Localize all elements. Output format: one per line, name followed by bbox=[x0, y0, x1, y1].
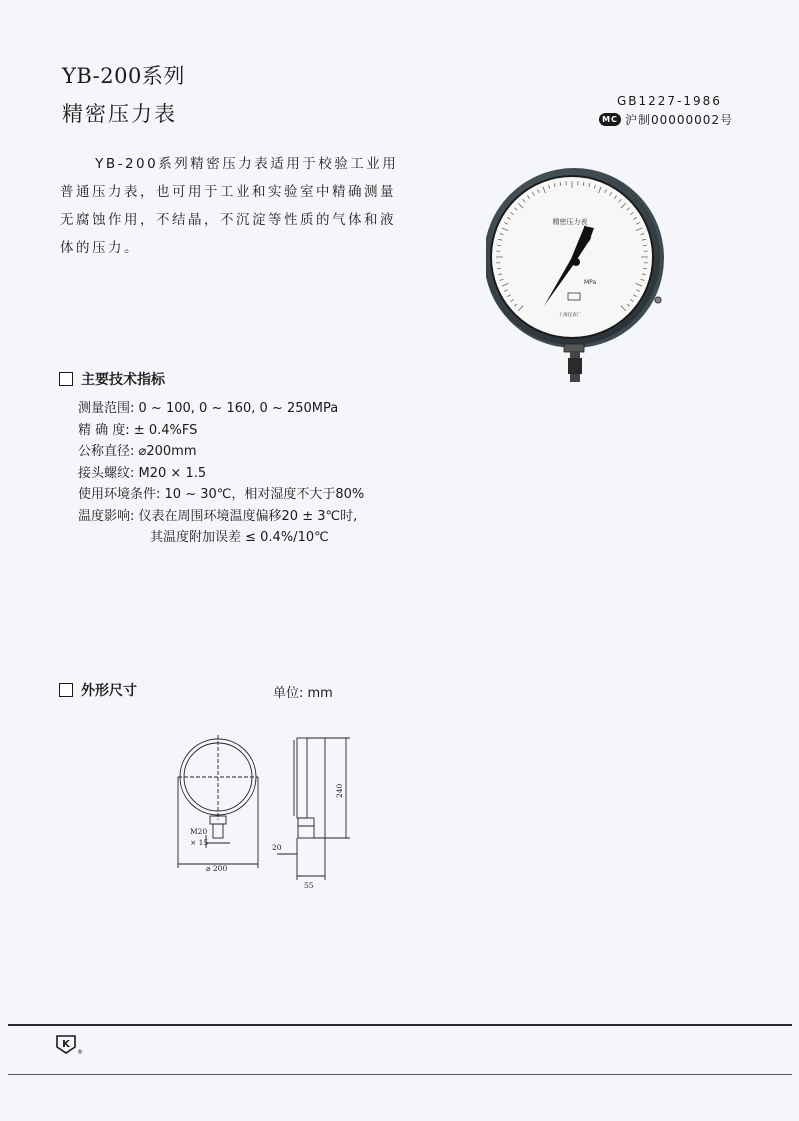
section-box-icon bbox=[59, 372, 73, 386]
specs-heading bbox=[59, 369, 165, 389]
depth-label: 55 bbox=[304, 881, 314, 890]
dimension-drawing bbox=[170, 730, 360, 890]
specs-list bbox=[78, 398, 364, 549]
standard-code: GB1227-1986 bbox=[617, 94, 722, 108]
spec-row: 测量范围: 0 ~ 100, 0 ~ 160, 0 ~ 250MPa bbox=[78, 401, 339, 416]
dial-maker: 上海仪表厂 bbox=[558, 313, 582, 318]
dimensions-heading bbox=[59, 680, 137, 700]
svg-text:®: ® bbox=[77, 1049, 83, 1056]
diameter-label: ⌀ 200 bbox=[206, 864, 228, 873]
spec-row: 接头螺纹: M20 × 1.5 bbox=[78, 465, 207, 481]
series-title: YB-200系列 bbox=[62, 64, 185, 88]
spec-continuation: 其温度附加误差 ≤ 0.4%/10℃ bbox=[150, 530, 329, 545]
pressure-gauge-illustration bbox=[486, 166, 680, 386]
offset-label: 20 bbox=[272, 843, 282, 852]
spec-row: 公称直径: ⌀200mm bbox=[78, 444, 197, 459]
dial-unit: MPa bbox=[584, 279, 597, 286]
footer-rule-top bbox=[8, 1024, 792, 1026]
dimensions-heading-label: 外形尺寸 bbox=[81, 683, 137, 699]
spec-row: 温度影响: 仪表在周围环境温度偏移20 ± 3℃时, bbox=[78, 508, 358, 524]
product-title: 精密压力表 bbox=[62, 102, 177, 126]
svg-text:K: K bbox=[62, 1039, 70, 1050]
height-label: 240 bbox=[335, 783, 344, 798]
license-text: 沪制00000002号 bbox=[625, 113, 734, 127]
intro-paragraph: YB-200系列精密压力表适用于校验工业用普通压力表，也可用于工业和实验室中精确测量无腐蚀作用，不结晶，不沉淀等性质的气体和液体的压力。 bbox=[60, 156, 399, 256]
spec-row: 精 确 度: ± 0.4%FS bbox=[78, 422, 198, 438]
brand-logo bbox=[55, 1034, 87, 1056]
license-number bbox=[599, 111, 733, 128]
section-box-icon bbox=[59, 683, 73, 697]
footer-rule-bottom bbox=[8, 1074, 792, 1075]
dial-title: 精密压力表 bbox=[552, 218, 588, 226]
mc-icon: MC bbox=[599, 113, 621, 126]
spec-row: 使用环境条件: 10 ~ 30℃，相对湿度不大于80% bbox=[78, 487, 365, 502]
thread-label: M20 bbox=[190, 827, 208, 836]
thread-label-2: × 15 bbox=[190, 838, 209, 847]
specs-heading-label: 主要技术指标 bbox=[81, 372, 165, 388]
unit-label: 单位: mm bbox=[273, 686, 333, 701]
